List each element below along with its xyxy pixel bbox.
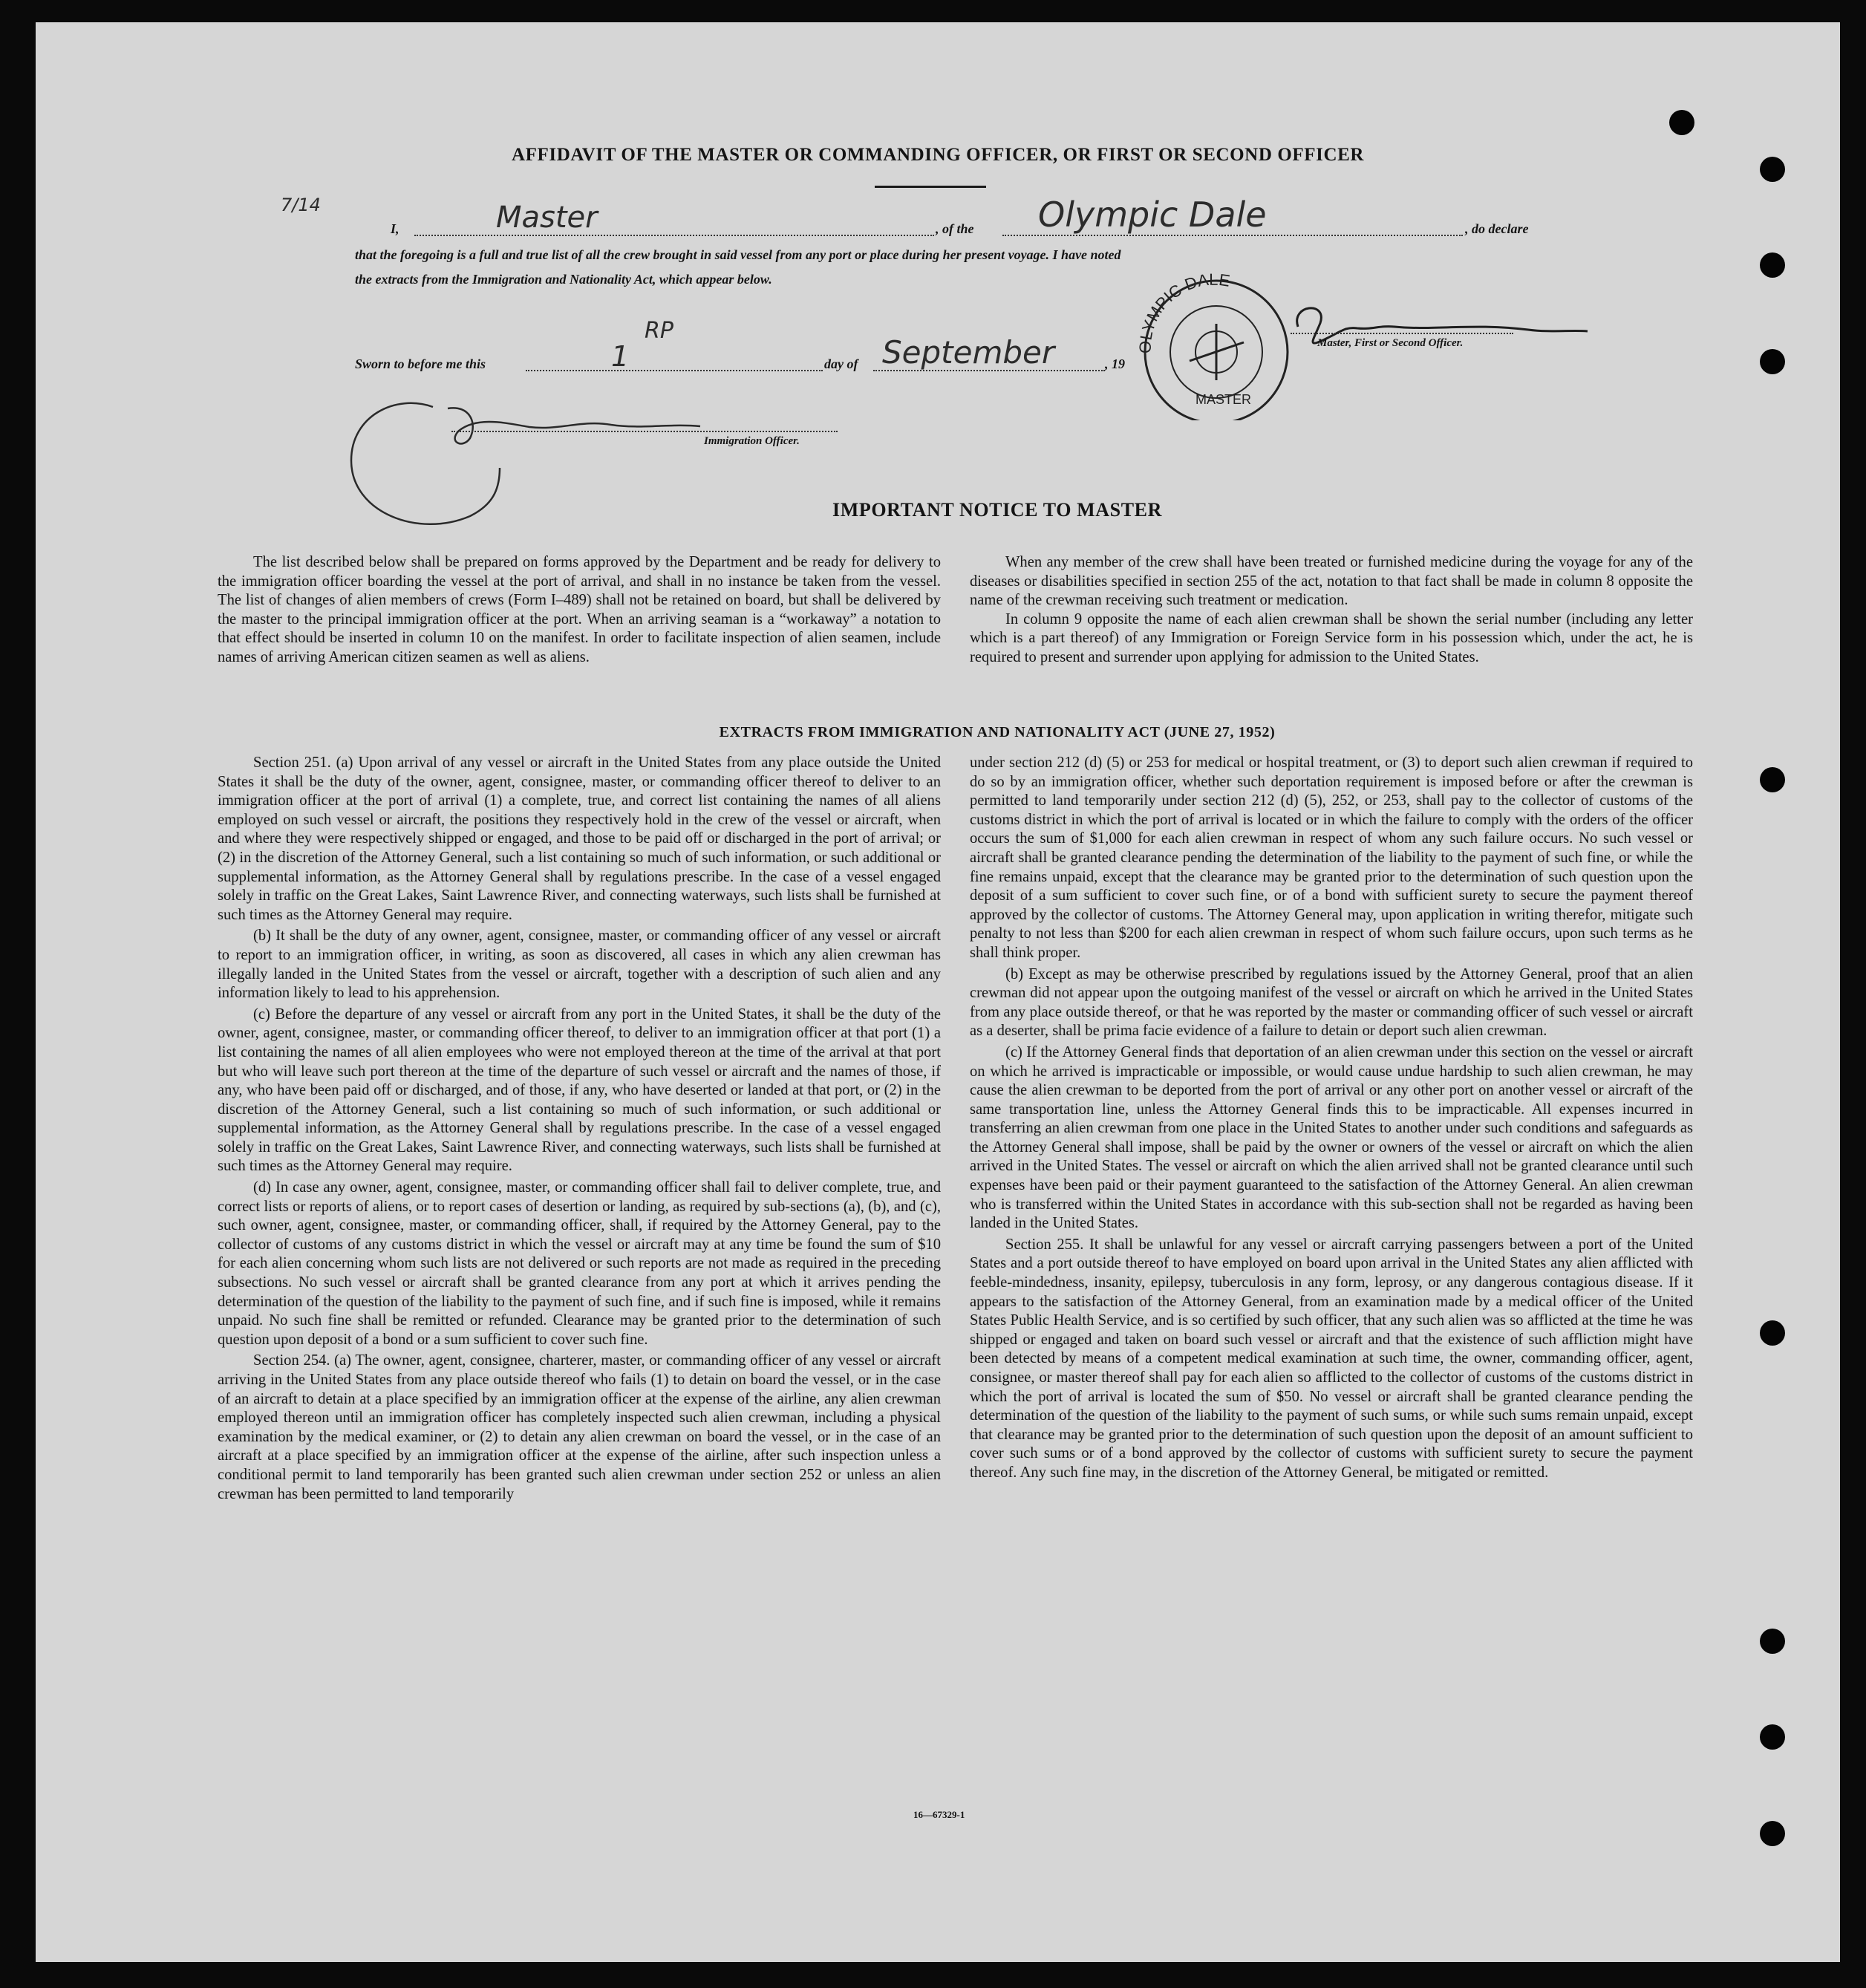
vessel-field[interactable] — [1002, 235, 1463, 236]
punch-hole-4 — [1760, 349, 1785, 374]
punch-hole-3 — [1760, 252, 1785, 278]
initials-handwriting: RP — [645, 318, 673, 344]
title-divider — [875, 186, 986, 188]
extracts-left-column — [218, 754, 941, 1506]
of-the-label: , of the — [936, 221, 974, 236]
section-251-b: (b) It shall be the duty of any owner, agent, consignee, master, or commanding officer of any vessel or aircraft to report to an immigration officer, in writing, as soon as discovered, all cases in which any alien crewman has illegally landed in the United States from the vessel or aircraft, together with a description of such alien and any information likely to lead to his apprehension. — [218, 928, 941, 1002]
do-declare-label: , do declare — [1465, 221, 1529, 236]
punch-hole-6 — [1760, 1320, 1785, 1346]
section-254-b: (b) Except as may be otherwise prescribed by regulations issued by the Attorney General, proof that an alien crewman did not appear upon the outgoing manifest of the vessel or aircraft on which he arrived in the United States from any place outside thereof, or that he was reported by the master or commanding officer of such vessel or aircraft as a deserter, shall be prima facie evidence of a failure to detain or deport such alien crewman. — [970, 965, 1693, 1040]
day-of-label: day of — [824, 356, 858, 371]
section-254-c: (c) If the Attorney General finds that deportation of an alien crewman under this section on the vessel or aircraft on which he arrived is impracticable or impossible, or would cause undue hardship to such alien crewman, he may cause the alien crewman to be deported from the port of arrival or any other port on another vessel or aircraft of the same transportation line, unless the Attorney General finds this to be impracticable. All expenses incurred in transferring an alien crewman from one place in the United States to another under such conditions and safeguards as the Attorney General shall impose, shall be paid by the owner or owners of the vessel or aircraft on which the alien arrived in the United States. The vessel or aircraft on which the alien arrived shall not be granted clearance until such expenses have been paid or their payment guaranteed to the satisfaction of the Attorney General. An alien crewman who is transferred within the United States in accordance with this sub-section shall not be regarded as having been landed in the United States. — [970, 1043, 1693, 1232]
print-code: 16—67329-1 — [913, 1809, 965, 1820]
punch-hole-5 — [1760, 767, 1785, 792]
notice-right-column — [970, 553, 1693, 668]
affidavit-line-3: the extracts from the Immigration and Nationality Act, which appear below. — [355, 272, 772, 287]
punch-hole-1 — [1669, 110, 1694, 135]
officer-signature-label: Immigration Officer. — [704, 435, 800, 447]
declarant-field[interactable] — [414, 235, 934, 236]
master-signature-line[interactable] — [1291, 333, 1513, 334]
section-255: Section 255. It shall be unlawful for any vessel or aircraft carrying passengers between a port of the United States and a port outside thereof to have employed on board upon arrival in the United States any alien afflicted with feeble-mindedness, insanity, epilepsy, tuberculosis in any form, leprosy, or any dangerous contagious disease. If it appears to the satisfaction of the Attorney General, from an examination made by a medical officer of the United States Public Health Service, and is so certified by such officer, that any such alien was so afflicted at the time he was shipped or engaged and taken on board such vessel or aircraft and that the existence of such affliction might have been detected by means of a competent medical examination at such time, the owner, commanding officer, agent, consignee, or master thereof shall pay for each alien so afflicted to the collector of customs of the customs district in which the port of arrival is located the sum of $50. No vessel or aircraft shall be granted clearance pending the determination of the question of the liability to the payment of such sums, or while such sums remain unpaid, except that clearance may be granted prior to the determination of such question upon the deposit of an amount sufficient to cover such sums or of a bond approved by the collector of customs with sufficient surety to secure the payment thereof. Any such fine may, in the discretion of the Attorney General, be mitigated or remitted. — [970, 1236, 1693, 1481]
month-handwriting: September — [882, 334, 1055, 371]
vessel-handwriting: Olympic Dale — [1038, 195, 1267, 235]
stamp-bottom-text: MASTER — [1195, 392, 1252, 407]
extracts-title: EXTRACTS FROM IMMIGRATION AND NATIONALITY ACT (JUNE 27, 1952) — [719, 724, 1276, 740]
officer-signature-line[interactable] — [451, 431, 838, 432]
notice-right-text-2: In column 9 opposite the name of each alien crewman shall be shown the serial number (including any letter which is a part thereof) of any Immigration or Foreign Service form in his possession which, under the act, he is required to present and surrender upon applying for admission to the United States. — [970, 610, 1693, 665]
notice-left-column — [218, 553, 941, 668]
day-handwriting: 1 — [611, 340, 630, 373]
section-251-a: Section 251. (a) Upon arrival of any vessel or aircraft in the United States from any place outside the United States it shall be the duty of the owner, agent, consignee, master, or commanding officer thereof to deliver to an immigration officer at the port of arrival (1) a complete, true, and correct list containing the names of all aliens employed on such vessel or aircraft, the positions they respectively hold in the crew of the vessel or aircraft, when and where they were respectively shipped or engaged, and those to be paid off or discharged in the port of arrival; or (2) in the discretion of the Attorney General, such a list containing so much of such information, or such additional or supplemental information, as the Attorney General shall by regulations prescribe. In the case of a vessel engaged solely in traffic on the Great Lakes, Saint Lawrence River, and connecting waterways, such lists shall be furnished at such times as the Attorney General may require. — [218, 755, 941, 923]
immigration-officer-signature — [329, 371, 715, 550]
declarant-handwriting: Master — [496, 201, 598, 235]
year-prefix: , 19 — [1105, 356, 1125, 371]
punch-hole-8 — [1760, 1724, 1785, 1750]
section-254-a-continued: under section 212 (d) (5) or 253 for medical or hospital treatment, or (3) to deport such alien crewman if required to do so by an immigration officer, whether such deportation requirement is imposed before or after the crewman is permitted to land temporarily under section 212 (d) (5), 252, or 253, shall pay to the collector of customs of the customs district in which the port of arrival is located or in which the failure to comply with the orders of the officer occurs the sum of $1,000 for each alien crewman in respect of whom any such failure occurs. No such vessel or aircraft shall be granted clearance pending the determination of the liability to the payment of such fine, or while the fine remains unpaid, except that the clearance may be granted prior to the determination of such question upon the deposit of a sum sufficient to cover such fine, or of a bond with sufficient surety to secure the payment thereof approved by the collector of customs. The Attorney General may, upon application in writing therefor, mitigate such penalty to not less than $200 for each alien crewman in respect of whom such failure occurs, upon such terms as he shall think proper. — [970, 755, 1693, 961]
extracts-right-column — [970, 754, 1693, 1485]
stamp-top-text: OLYMPIC DALE — [1135, 272, 1232, 354]
section-254-a: Section 254. (a) The owner, agent, consignee, charterer, master, or commanding officer of any vessel or aircraft arriving in the United States from any place outside thereof who fails (1) to detain on board the vessel, or in the case of an aircraft to detain at a place specified by an immigration officer at the expense of the airline, any alien crewman employed thereon until an immigration officer has completely inspected such alien crewman, including a physical examination by the medical examiner, or (2) to detain any alien crewman on board the vessel, or in the case of an aircraft at a place specified by an immigration officer at the expense of the airline, after such inspection unless a conditional permit to land temporarily has been granted such alien crewman under section 252 or unless an alien crewman has been permitted to land temporarily — [218, 1352, 941, 1502]
margin-mark: 7/14 — [281, 195, 321, 215]
document-page — [36, 22, 1840, 1962]
notice-title: IMPORTANT NOTICE TO MASTER — [832, 499, 1162, 521]
i-label: I, — [391, 221, 399, 236]
affidavit-title: AFFIDAVIT OF THE MASTER OR COMMANDING OFFICER, OR FIRST OR SECOND OFFICER — [511, 145, 1365, 165]
section-251-d: (d) In case any owner, agent, consignee, master, or commanding officer shall fail to deliver complete, true, and correct lists or reports of aliens, or to report cases of desertion or landing, as required by sub-sections (a), (b), and (c), such owner, agent, consignee, master, or commanding officer, shall, if required by the Attorney General, pay to the collector of customs of any customs district in which the vessel or aircraft may at any time be found the sum of $10 for each alien concerning whom such lists are not delivered or such reports are not made as required in the preceding subsections. No such vessel or aircraft shall be granted clearance from any port at which it arrives pending the determination of the question of the liability to the payment of such fine, and if such fine is imposed, while it remains unpaid. No such fine shall be remitted or refunded. Clearance may be granted prior to the determination of such question upon deposit of a bond or a sum sufficient to cover such fine. — [218, 1179, 941, 1348]
affidavit-line-2: that the foregoing is a full and true list of all the crew brought in said vessel from any port or place during her present voyage. I have noted — [355, 247, 1121, 262]
punch-hole-7 — [1760, 1629, 1785, 1654]
master-signature-label: Master, First or Second Officer. — [1317, 337, 1464, 349]
punch-hole-9 — [1760, 1821, 1785, 1846]
sworn-label: Sworn to before me this — [355, 356, 486, 371]
notice-left-text: The list described below shall be prepared on forms approved by the Department and be ready for delivery to the immigration officer boarding the vessel at the port of arrival, and shall in no instance be taken from the vessel. The list of changes of alien members of crews (Form I–489) shall not be retained on board, but shall be delivered by the master to the principal immigration officer at the port. When an arriving seaman is a “workaway” a notation to that effect should be inserted in column 10 on the manifest. In order to facilitate inspection of alien seamen, include names of arriving American citizen seamen as well as aliens. — [218, 554, 941, 665]
section-251-c: (c) Before the departure of any vessel or aircraft from any port in the United States, it shall be the duty of the owner, agent, consignee, master, or commanding officer thereof, to deliver to an immigration officer at that port (1) a list containing the names of all alien employees who were not employed thereon at the time of the arrival at that port but who will leave such port thereon at the time of the departure of such vessel or aircraft and the names of those, if any, who have been paid off or discharged, and of those, if any, who have deserted or landed at that port, or (2) in the discretion of the Attorney General, such a list containing so much of such information, or such additional or supplemental information, as the Attorney General shall by regulations prescribe. In the case of a vessel engaged solely in traffic on the Great Lakes, Saint Lawrence River, and connecting waterways, such lists shall be furnished at such times as the Attorney General may require. — [218, 1006, 941, 1175]
notice-right-text-1: When any member of the crew shall have been treated or furnished medicine during the voyage for any of the diseases or disabilities specified in section 255 of the act, notation to that fact shall be made in column 8 opposite the name of the crewman receiving such treatment or medication. — [970, 554, 1693, 609]
